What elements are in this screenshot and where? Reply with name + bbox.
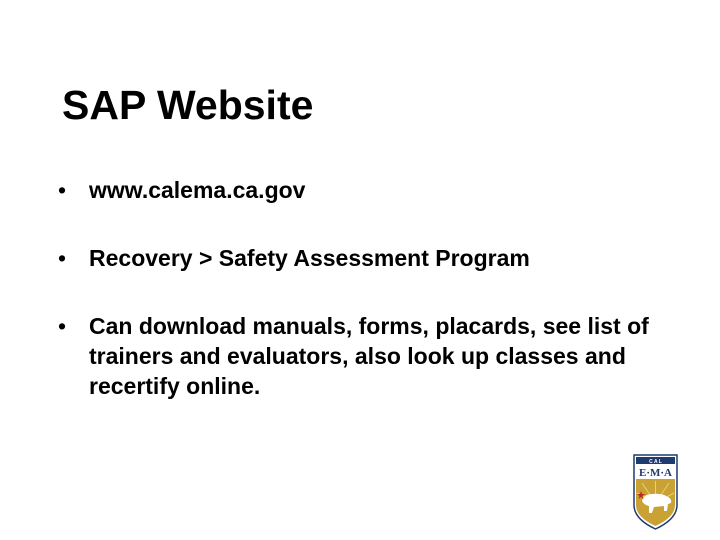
svg-text:E·M·A: E·M·A (639, 467, 672, 479)
bullet-text: www.calema.ca.gov (89, 177, 306, 203)
bullet-text: Recovery > Safety Assessment Program (89, 245, 530, 271)
cal-ema-logo (632, 453, 679, 531)
bullet-marker: • (58, 177, 67, 203)
slide-title: SAP Website (62, 82, 314, 128)
bullet-marker: • (58, 313, 67, 339)
bullet-text: Can download manuals, forms, placards, see list of trainers and evaluators, also look up classes and recertify online. (89, 313, 649, 399)
svg-text:C A L: C A L (649, 459, 662, 465)
bullet-item-website (58, 175, 305, 205)
bullet-item-navigation (58, 243, 530, 273)
bullet-item-features (58, 311, 689, 401)
bullet-marker: • (58, 245, 67, 271)
shield-logo-icon (632, 453, 679, 531)
